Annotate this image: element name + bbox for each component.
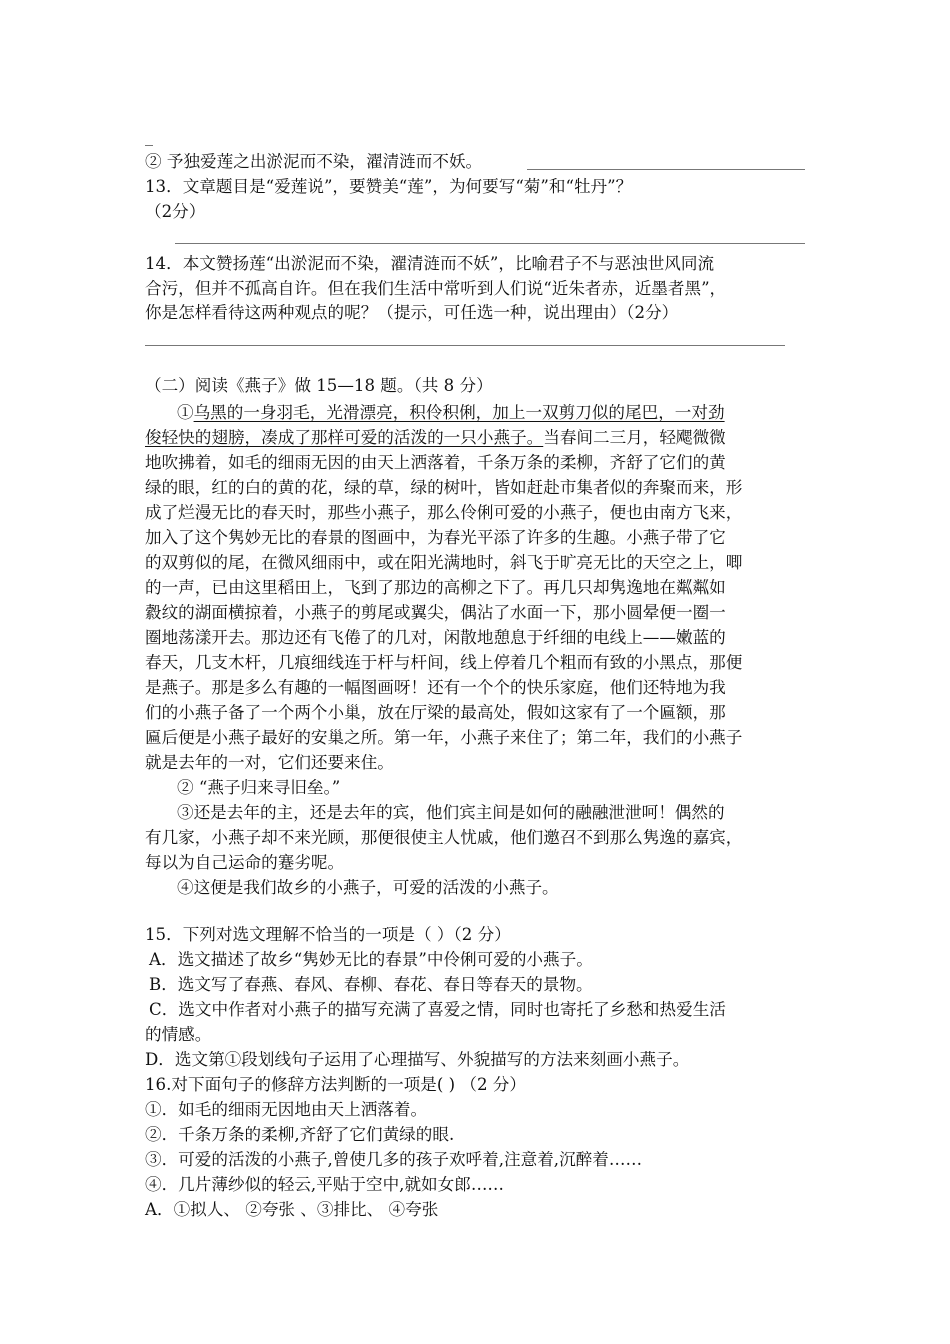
q16-sentence-2: ②．千条万条的柔柳,齐舒了它们黄绿的眼. xyxy=(145,1125,455,1144)
passage-p3-line-3: 每以为自己运命的蹇劣呢。 xyxy=(145,853,345,872)
passage-p1-line-14: 匾后便是小燕子最好的安巢之所。第一年，小燕子来住了；第二年，我们的小燕子 xyxy=(145,728,743,747)
passage-p1-line-13: 们的小燕子备了一个两个小巢，放在厅梁的最高处，假如这家有了一个匾额，那 xyxy=(145,703,726,722)
answer-line-12-2 xyxy=(527,169,805,170)
passage-p1-line-4: 绿的眼，红的白的黄的花，绿的草，绿的树叶，皆如赶赴市集者似的奔聚而来，形 xyxy=(145,478,743,497)
q16-sentence-1: ①．如毛的细雨无因地由天上洒落着。 xyxy=(145,1100,428,1119)
passage-p1-line-6: 加入了这个隽妙无比的春景的图画中，为春光平添了许多的生趣。小燕子带了它 xyxy=(145,528,726,547)
passage-p1-line-5: 成了烂漫无比的春天时，那些小燕子，那么伶俐可爱的小燕子，便也由南方飞来， xyxy=(145,503,743,522)
q16-sentence-3: ③．可爱的活泼的小燕子,曾使几多的孩子欢呼着,注意着,沉醉着…… xyxy=(145,1150,643,1169)
underlined-sentence-part-1: 乌黑的一身羽毛，光滑漂亮，积伶积俐，加上一双剪刀似的尾巴，一对劲 xyxy=(193,403,725,422)
q15-option-d: D．选文第①段划线句子运用了心理描写、外貌描写的方法来刻画小燕子。 xyxy=(145,1050,690,1069)
q13-line-1: 13．文章题目是“爱莲说”，要赞美“莲”，为何要写“菊”和“牡丹”？ xyxy=(145,177,633,196)
passage-p4: ④这便是我们故乡的小燕子，可爱的活泼的小燕子。 xyxy=(177,878,559,897)
passage-p1-line-11: 春天，几支木杆，几痕细线连于杆与杆间，线上停着几个粗而有致的小黑点，那便 xyxy=(145,653,743,672)
passage-p1-line-12: 是燕子。那是多么有趣的一幅图画呀！还有一个个的快乐家庭，他们还特地为我 xyxy=(145,678,726,697)
passage-p1-line-15: 就是去年的一对，它们还要来住。 xyxy=(145,753,394,772)
passage-p3-line-1: ③还是去年的主，还是去年的宾，他们宾主间是如何的融融泄泄呵！偶然的 xyxy=(177,803,725,822)
passage-p1-line-1 xyxy=(177,401,725,425)
underlined-sentence-part-2: 俊轻快的翅膀，凑成了那样可爱的活泼的一只小燕子。 xyxy=(145,428,544,447)
q13-line-2: （2分） xyxy=(145,202,206,221)
passage-p1-line-10: 圈地荡漾开去。那边还有飞倦了的几对，闲散地憩息于纤细的电线上——嫩蓝的 xyxy=(145,628,726,647)
q16-stem: 16.对下面句子的修辞方法判断的一项是( ) （2 分） xyxy=(145,1075,526,1094)
passage-p2: ② “燕子归来寻旧垒。” xyxy=(177,778,341,797)
q14-line-2: 合污，但并不孤高自许。但在我们生活中常听到人们说“近朱者赤，近墨者黑”， xyxy=(145,279,727,298)
q16-sentence-4: ④．几片薄纱似的轻云,平贴于空中,就如女郎…… xyxy=(145,1175,505,1194)
answer-line-14 xyxy=(145,345,785,346)
q14-line-3: 你是怎样看待这两种观点的呢？（提示，可任选一种，说出理由）（2分） xyxy=(145,303,679,322)
answer-line-13 xyxy=(175,243,805,244)
passage-p3-line-2: 有几家，小燕子却不来光顾，那便很使主人忧戚，他们邀召不到那么隽逸的嘉宾， xyxy=(145,828,743,847)
q15-option-a: A．选文描述了故乡“隽妙无比的春景”中伶俐可爱的小燕子。 xyxy=(149,950,593,969)
q15-option-b: B．选文写了春燕、春风、春柳、春花、春日等春天的景物。 xyxy=(149,975,593,994)
passage-p1-line-8: 的一声，已由这里稻田上，飞到了那边的高柳之下了。再几只却隽逸地在粼粼如 xyxy=(145,578,726,597)
q15-stem: 15．下列对选文理解不恰当的一项是（ ）（2 分） xyxy=(145,925,511,944)
passage-p1-line-3: 地吹拂着，如毛的细雨无因的由天上洒落着，千条万条的柔柳，齐舒了它们的黄 xyxy=(145,453,726,472)
q15-option-c-line-1: C．选文中作者对小燕子的描写充满了喜爱之情，同时也寄托了乡愁和热爱生活 xyxy=(149,1000,726,1019)
passage-p1-line-7: 的双剪似的尾，在微风细雨中，或在阳光满地时，斜飞于旷亮无比的天空之上，唧 xyxy=(145,553,743,572)
q16-option-a: A．①拟人、 ②夸张 、③排比、 ④夸张 xyxy=(145,1200,439,1219)
paragraph-number: ① xyxy=(177,403,194,422)
q15-option-c-line-2: 的情感。 xyxy=(145,1025,212,1044)
q14-line-1: 14．本文赞扬莲“出淤泥而不染，濯清涟而不妖”，比喻君子不与恶浊世风同流 xyxy=(145,254,715,273)
passage-text: 当春间二三月，轻飔微微 xyxy=(543,428,726,447)
passage-p1-line-2 xyxy=(145,426,726,450)
answer-12-2-text: ② 予独爱莲之出淤泥而不染，濯清涟而不妖。 xyxy=(145,152,483,171)
answer-line-short xyxy=(145,145,153,146)
section-2-heading: （二）阅读《燕子》做 15—18 题。（共 8 分） xyxy=(145,376,493,395)
passage-p1-line-9: 縠纹的湖面横掠着，小燕子的剪尾或翼尖，偶沾了水面一下，那小圆晕便一圈一 xyxy=(145,603,726,622)
